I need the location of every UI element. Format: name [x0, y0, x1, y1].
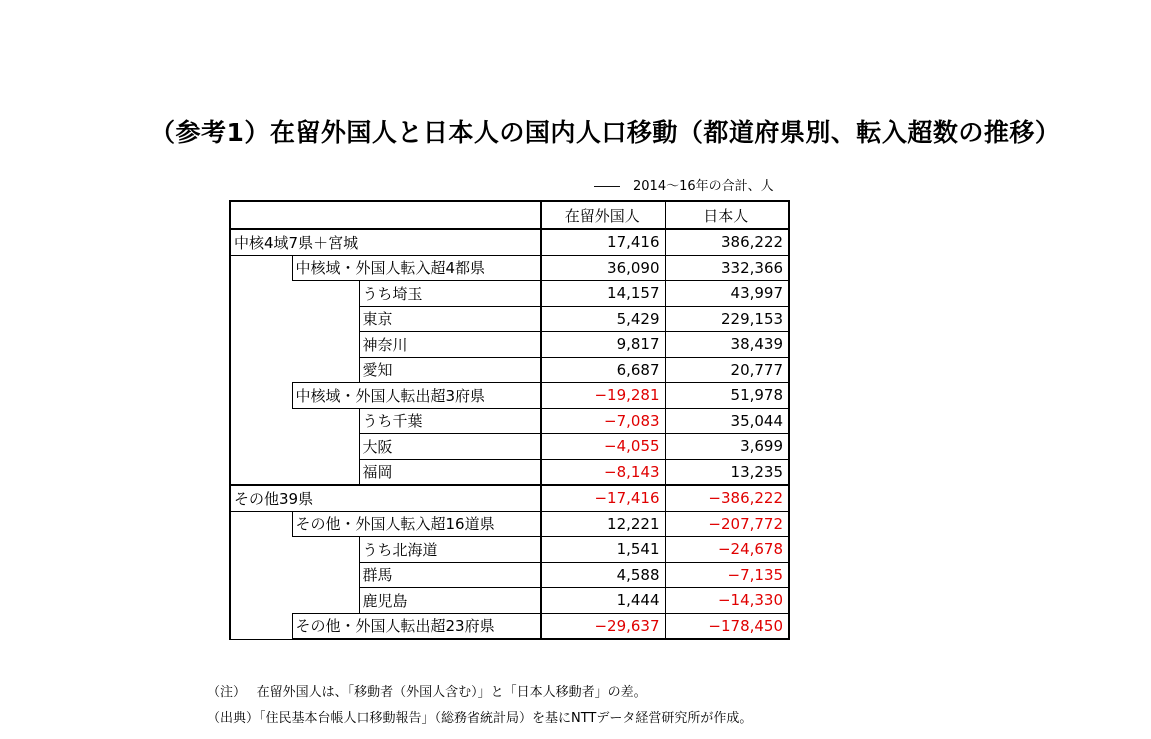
table-row	[230, 613, 789, 639]
indent-spacer	[292, 281, 359, 307]
indent-spacer	[292, 562, 359, 588]
indent-spacer	[292, 408, 359, 434]
indent-spacer	[292, 306, 359, 332]
value-foreigners: 9,817	[541, 332, 665, 358]
table-row	[230, 357, 789, 383]
indent-spacer	[230, 562, 292, 588]
value-foreigners: −17,416	[541, 485, 665, 511]
value-foreigners: 5,429	[541, 306, 665, 332]
row-label: 群馬	[359, 562, 541, 588]
value-japanese: −14,330	[665, 588, 789, 614]
indent-spacer	[292, 459, 359, 485]
table-row	[230, 588, 789, 614]
indent-spacer	[230, 459, 292, 485]
table-row	[230, 485, 789, 511]
value-foreigners: 12,221	[541, 511, 665, 537]
page-title: （参考1）在留外国人と日本人の国内人口移動（都道府県別、転入超数の推移）	[150, 118, 1061, 147]
table-row	[230, 434, 789, 460]
table-row	[230, 562, 789, 588]
value-japanese: 43,997	[665, 281, 789, 307]
value-foreigners: 14,157	[541, 281, 665, 307]
header-foreigners: 在留外国人	[541, 201, 665, 229]
indent-spacer	[230, 588, 292, 614]
value-foreigners: 1,444	[541, 588, 665, 614]
unit-note: ―― 2014～16年の合計、人	[594, 179, 774, 194]
table-row	[230, 511, 789, 537]
table-body	[230, 201, 789, 639]
table-row	[230, 281, 789, 307]
row-label: 中核4域7県＋宮城	[230, 229, 541, 255]
indent-spacer	[230, 537, 292, 563]
value-foreigners: 1,541	[541, 537, 665, 563]
table-row	[230, 459, 789, 485]
value-japanese: −7,135	[665, 562, 789, 588]
indent-spacer	[292, 588, 359, 614]
value-japanese: 20,777	[665, 357, 789, 383]
value-japanese: −178,450	[665, 613, 789, 639]
indent-spacer	[292, 332, 359, 358]
value-japanese: −386,222	[665, 485, 789, 511]
value-foreigners: −4,055	[541, 434, 665, 460]
value-japanese: −24,678	[665, 537, 789, 563]
table-row	[230, 383, 789, 409]
row-label: うち千葉	[359, 408, 541, 434]
row-label: 中核域・外国人転出超3府県	[292, 383, 541, 409]
migration-table	[229, 200, 790, 640]
indent-spacer	[230, 306, 292, 332]
row-label: うち埼玉	[359, 281, 541, 307]
indent-spacer	[292, 537, 359, 563]
value-japanese: 13,235	[665, 459, 789, 485]
header-japanese: 日本人	[665, 201, 789, 229]
value-japanese: −207,772	[665, 511, 789, 537]
value-foreigners: −7,083	[541, 408, 665, 434]
row-label: 愛知	[359, 357, 541, 383]
row-label: 鹿児島	[359, 588, 541, 614]
indent-spacer	[230, 332, 292, 358]
value-japanese: 386,222	[665, 229, 789, 255]
table-row	[230, 229, 789, 255]
row-label: その他・外国人転出超23府県	[292, 613, 541, 639]
value-foreigners: 36,090	[541, 255, 665, 281]
value-japanese: 38,439	[665, 332, 789, 358]
header-label-cell	[230, 201, 541, 229]
row-label: 神奈川	[359, 332, 541, 358]
value-foreigners: −19,281	[541, 383, 665, 409]
table-row	[230, 332, 789, 358]
row-label: その他39県	[230, 485, 541, 511]
value-japanese: 332,366	[665, 255, 789, 281]
indent-spacer	[230, 511, 292, 537]
indent-spacer	[230, 383, 292, 409]
value-foreigners: 4,588	[541, 562, 665, 588]
row-label: 大阪	[359, 434, 541, 460]
indent-spacer	[230, 434, 292, 460]
table-header-row	[230, 201, 789, 229]
indent-spacer	[292, 357, 359, 383]
row-label: うち北海道	[359, 537, 541, 563]
footnote-source: （出典）「住民基本台帳人口移動報告」（総務省統計局）を基にNTTデータ経営研究所が作成。	[207, 711, 753, 726]
table-row	[230, 306, 789, 332]
value-japanese: 35,044	[665, 408, 789, 434]
table-row	[230, 408, 789, 434]
value-foreigners: 17,416	[541, 229, 665, 255]
value-japanese: 3,699	[665, 434, 789, 460]
row-label: 福岡	[359, 459, 541, 485]
value-japanese: 51,978	[665, 383, 789, 409]
row-label: 東京	[359, 306, 541, 332]
indent-spacer	[230, 357, 292, 383]
value-foreigners: −8,143	[541, 459, 665, 485]
indent-spacer	[230, 408, 292, 434]
table-row	[230, 537, 789, 563]
table-row	[230, 255, 789, 281]
indent-spacer	[230, 613, 292, 639]
indent-spacer	[230, 255, 292, 281]
indent-spacer	[230, 281, 292, 307]
value-foreigners: −29,637	[541, 613, 665, 639]
row-label: その他・外国人転入超16道県	[292, 511, 541, 537]
value-foreigners: 6,687	[541, 357, 665, 383]
indent-spacer	[292, 434, 359, 460]
row-label: 中核域・外国人転入超4都県	[292, 255, 541, 281]
footnote-note: （注） 在留外国人は、「移動者（外国人含む）」と「日本人移動者」の差。	[207, 685, 647, 700]
value-japanese: 229,153	[665, 306, 789, 332]
